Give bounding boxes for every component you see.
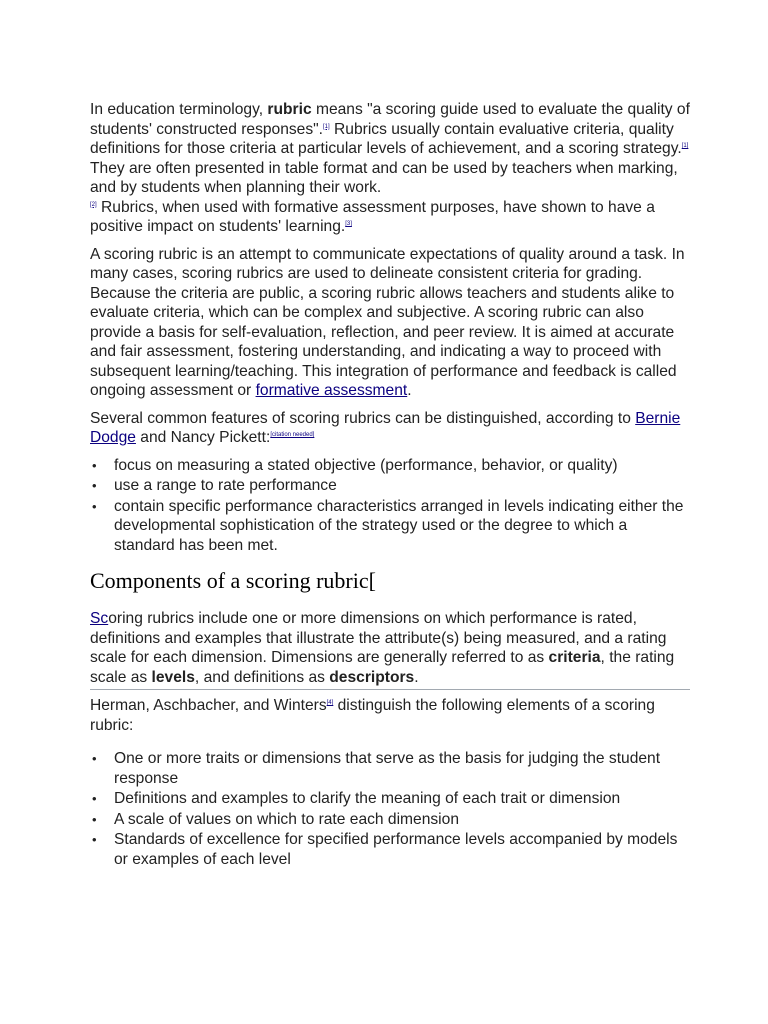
text-run: distinguish the following elements of a scoring rubric: [90, 697, 655, 734]
features-paragraph [90, 409, 690, 448]
article-body [90, 100, 690, 877]
elements-list [90, 749, 690, 869]
list-item: • focus on measuring a stated objective (performance, behavior, or quality) [114, 456, 690, 476]
text-run: Several common features of scoring rubrics can be distinguished, according to [90, 409, 636, 427]
term-criteria: criteria [548, 649, 601, 666]
text-run: oring rubrics include one or more dimensions on which performance is rated, definitions and examples that illustrate the attribute(s) being measured, and a rating scale for each dimension. Dimensions are generally referred to as [90, 610, 667, 666]
text-run: Rubrics usually contain evaluative criteria, quality definitions for those criteria at particular levels of achievement, and a scoring strategy. [90, 120, 682, 157]
text-run: , the rating scale as [90, 649, 675, 686]
citation-ref-1[interactable]: [1] [323, 123, 330, 130]
citation-needed-ref[interactable]: [citation needed] [270, 432, 315, 438]
elements-paragraph [90, 696, 690, 735]
purpose-paragraph [90, 245, 690, 401]
list-item: • Definitions and examples to clarify the meaning of each trait or dimension [114, 789, 690, 809]
term-levels: levels [151, 668, 195, 686]
intro-paragraph [90, 100, 690, 237]
text-run: In education terminology, [90, 101, 268, 118]
citation-ref-3[interactable]: [3] [345, 221, 352, 227]
text-run: , and definitions as [194, 668, 330, 686]
list-item: • contain specific performance characteristics arranged in levels indicating either the developmental sophistication of the strategy used or the degree to which a standard has been met. [114, 497, 690, 556]
scoring-link[interactable]: Sc [90, 610, 109, 627]
list-item: • A scale of values on which to rate each dimension [114, 810, 690, 830]
text-run: A scoring rubric is an attempt to communicate expectations of quality around a task. In many cases, scoring rubrics are used to delineate consistent criteria for grading. Because the criteria are public, a scoring rubric allows teachers and students alike to evaluate criteria, which can be complex and subjective. A scoring rubric can also provide a basis for self-evaluation, reflection, and peer review. It is aimed at accurate and fair assessment, fostering understanding, and indicating a way to proceed with subsequent learning/teaching. This integration of performance and feedback is called ongoing assessment or [90, 245, 685, 399]
list-item: • Standards of excellence for specified performance levels accompanied by models or examples of each level [114, 830, 690, 869]
text-run: . [407, 382, 412, 399]
list-item: • One or more traits or dimensions that serve as the basis for judging the student response [114, 749, 690, 788]
text-run: Herman, Aschbacher, and Winters [90, 697, 327, 714]
bernie-dodge-link[interactable]: Bernie Dodge [90, 409, 681, 446]
components-paragraph [90, 609, 690, 690]
text-run: . [414, 668, 419, 686]
term-descriptors: descriptors [329, 668, 415, 686]
citation-ref-4[interactable]: [4] [326, 700, 334, 706]
citation-ref-1b[interactable]: [1] [681, 143, 689, 149]
formative-assessment-link[interactable]: formative assessment [255, 382, 408, 399]
features-list [90, 456, 690, 556]
citation-ref-2[interactable]: [2] [90, 201, 97, 208]
section-heading: Components of a scoring rubric[ [90, 568, 376, 593]
text-run: Rubrics, when used with formative assessment purposes, have shown to have a positive impact on students' learning. [90, 198, 655, 235]
list-item: • use a range to rate performance [114, 476, 690, 496]
text-run: means "a scoring guide used to evaluate the quality of students' constructed responses". [90, 101, 690, 138]
text-run: and Nancy Pickett: [135, 429, 271, 446]
term-rubric: rubric [267, 101, 312, 118]
text-run: They are often presented in table format and can be used by teachers when marking, and by students when planning their work. [90, 159, 678, 196]
